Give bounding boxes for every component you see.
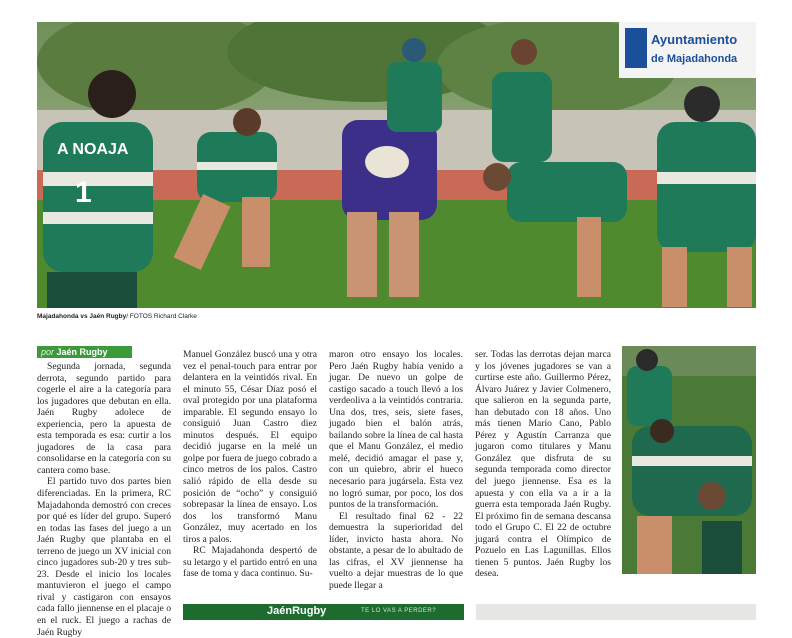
paragraph: Manuel González buscó una y otra vez el penal-touch para entrar por delantera en la veintidós rival. En el minuto 55, César Díaz posó el oval protegido por una plataforma imparable. El segundo ensayo lo consiguió Juan Castro diez minutos después. El equipo decidió jugarse en la melé un golpe por fuera de juego cobrado a cinco metros de los palos. Castro salió rápido de ella desde su posición de “ocho” y consiguió sobrepasar la línea de ensayo. Los dos los transformó Manu González, muy acertado en los tiros a palos. <box>183 349 317 545</box>
article-column-3 <box>329 349 463 591</box>
jersey-sponsor: A NOAJA <box>57 141 129 158</box>
section-tag-name: Jaén Rugby <box>56 347 108 357</box>
article-column-1 <box>37 361 171 638</box>
article-column-4 <box>475 349 611 580</box>
article-column-2 <box>183 349 317 580</box>
sign-text-2: de Majadahonda <box>651 53 738 65</box>
paragraph: El resultado final 62 - 22 demuestra la superioridad del líder, invicto hasta ahora. No obstante, a pesar de lo abultado de las cifras, el XV jiennense ha vuelto a dejar muestras de lo que puede llegar a <box>329 510 463 591</box>
paragraph: maron otro ensayo los locales. Pero Jaén Rugby había venido a jugar. De nuevo un golpe de castigo sacado a touch llevó a los verdeoliva a la veintidós contraria. Una dos, tres, seis, siete fases, jugado bien el balón atrás, bailando sobre la línea de cal hasta que el Manu González, el medio melé, decidió amagar el pase y, con un quiebro, abrir el hueco necesario para jugársela. Esta vez no logró sumar, por poco, los dos puntos de la transformación. <box>329 349 463 511</box>
match-photo <box>37 22 756 308</box>
photo-caption <box>37 313 197 320</box>
secondary-photo <box>622 346 756 574</box>
jersey-number: 1 <box>75 176 92 209</box>
paragraph: ser. Todas las derrotas dejan marca y los jóvenes jugadores se van a curtirse este año. Guillermo Pérez, Álvaro Juárez y Javier Colmenero, que salieron en la segunda parte, han debutado con 18 años. Uno más tienen Mario Cano, Pablo Pérez y Agustín Carranza que jugaron como titulares y Manu González que disfruta de su segunda temporada como director del juego jiennense. Esa es la apuesta y con ella va a ir a la guerra esta temporada Jaén Rugby. El próximo fin de semana descansa todo el Grupo C. El 22 de octubre jugará contra el Olímpico de Pozuelo en Las Lagunillas. Ellos tienen 5 puntos. Jaén Rugby los desea. <box>475 349 611 580</box>
paragraph: RC Majadahonda despertó de su letargo y el partido entró en una fase de toma y daca continuo. Su- <box>183 545 317 580</box>
banner-slogan: TE LO VAS A PERDER? <box>361 608 437 614</box>
section-tag-prefix: por <box>41 347 55 357</box>
bottom-banner <box>183 604 464 620</box>
paragraph: El partido tuvo dos partes bien diferenciadas. En la primera, RC Majadahonda demostró con creces por qué es líder del grupo. Superó en todas las fases del juego a un Jaén Rugby que plantaba en el terreno de juego un XV inicial con cinco jugadores sub-20 y tres sub-23. Desde el inicio los locales mantuvieron el juego el campo rival y castigaron con ensayos cada fallo jiennense en el placaje o en el ruck. El juego a rachas de Jaén Rugby <box>37 476 171 638</box>
section-tag <box>37 346 132 358</box>
caption-credit: / FOTOS Richard Clarke <box>126 313 197 320</box>
paragraph: Segunda jornada, segunda derrota, segundo partido para cogerle el aire a la categoría para los jugadores que debutan en ella. Jaén Rugby adolece de experiencia, pero la apuesta de esta temporada es esa: curtir a los jugadores de la casa para consolidarse en la categoría con su cantera como base. <box>37 361 171 476</box>
bottom-ad-box <box>476 604 756 620</box>
sign-text-1: Ayuntamiento <box>651 32 738 47</box>
caption-teams: Majadahonda vs Jaén Rugby <box>37 313 127 320</box>
banner-logo: JaénRugby <box>267 605 327 617</box>
